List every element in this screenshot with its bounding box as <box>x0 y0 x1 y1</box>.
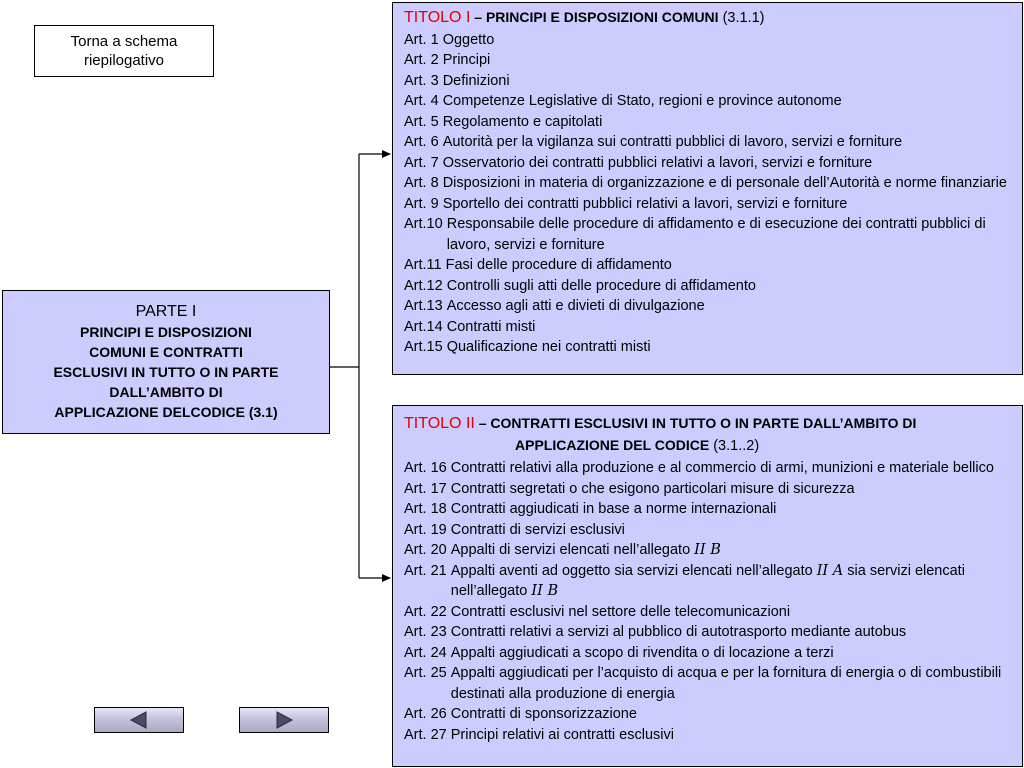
article-row <box>404 561 1014 602</box>
titolo-1-label: TITOLO I <box>404 9 471 26</box>
article-title: Competenze Legislative di Stato, regioni e province autonome <box>442 93 842 109</box>
back-to-summary-label: Torna a schema riepilogativo <box>70 33 178 69</box>
article-row <box>404 499 1014 520</box>
article-number: Art. 9 <box>404 195 443 212</box>
article-title: Osservatorio dei contratti pubblici relativi a lavori, servizi e forniture <box>442 154 873 171</box>
article-text: sia servizi elencati nell’allegato <box>450 562 965 599</box>
article-title: Responsabile delle procedure di affidamento e di esecuzione dei contratti pubblici di lavoro, servizi e forniture <box>446 216 986 253</box>
next-button[interactable] <box>239 707 329 733</box>
article-title: Contratti esclusivi nel settore delle telecomunicazioni <box>450 603 791 620</box>
article-row <box>404 214 1014 255</box>
article-number: Art. 19 <box>404 521 451 538</box>
article-row <box>404 704 1014 725</box>
article-title: Appalti aggiudicati per l’acquisto di acqua e per la fornitura di energia o di combustibili destinati alla produzione di energia <box>450 665 1002 702</box>
triangle-left-icon <box>129 711 149 729</box>
article-title: Contratti di sponsorizzazione <box>450 706 637 722</box>
article-title: Sportello dei contratti pubblici relativi a lavori, servizi e forniture <box>442 195 848 212</box>
article-number: Art. 21 <box>404 562 451 579</box>
article-number: Art. 27 <box>404 726 451 743</box>
titolo-1-title: PRINCIPI E DISPOSIZIONI COMUNI <box>485 9 719 25</box>
article-row <box>404 132 1014 153</box>
article-row <box>404 276 1014 297</box>
article-title: Contratti segretati o che esigono particolari misure di sicurezza <box>450 480 855 497</box>
article-number: Art. 18 <box>404 501 451 517</box>
article-row <box>404 725 1014 746</box>
titolo-2-ref: (3.1..2) <box>709 438 760 454</box>
article-row <box>404 296 1014 317</box>
article-row <box>404 112 1014 133</box>
article-number: Art. 17 <box>404 480 451 497</box>
article-title <box>451 561 1014 602</box>
article-text: Appalti aventi ad oggetto sia servizi elencati nell’allegato <box>450 562 817 579</box>
article-number: Art.13 <box>404 298 447 314</box>
article-number: Art. 20 <box>404 542 451 558</box>
titolo-1-heading <box>404 7 1014 29</box>
titolo-2-article-list-a <box>404 458 1014 540</box>
article-row <box>404 540 1014 561</box>
article-text: Appalti di servizi elencati nell’allegato <box>450 542 695 558</box>
article-row <box>404 520 1014 541</box>
titolo-2-label: TITOLO II <box>404 415 475 432</box>
article-number: Art.14 <box>404 318 447 335</box>
article-row <box>404 91 1014 112</box>
article-number: Art. 7 <box>404 154 443 171</box>
article-row <box>404 337 1014 358</box>
article-number: Art. 5 <box>404 113 443 130</box>
article-title: Accesso agli atti e divieti di divulgazione <box>446 298 705 314</box>
article-number: Art. 26 <box>404 706 451 722</box>
article-title: Contratti aggiudicati in base a norme internazionali <box>450 501 777 517</box>
article-title: Contratti relativi a servizi al pubblico di autotrasporto mediante autobus <box>450 624 907 640</box>
article-title <box>451 540 1014 561</box>
article-number: Art. 2 <box>404 52 443 68</box>
article-title: Principi <box>442 52 491 68</box>
titolo-1-dash: – <box>470 9 486 25</box>
article-title: Disposizioni in materia di organizzazione e di personale dell’Autorità e norme finanziarie <box>442 175 1007 191</box>
article-row <box>404 458 1014 479</box>
article-number: Art. 6 <box>404 134 443 150</box>
article-title: Regolamento e capitolati <box>442 113 603 130</box>
titolo-2-heading <box>404 413 1014 457</box>
article-row <box>404 643 1014 664</box>
article-number: Art.10 <box>404 216 447 232</box>
back-to-summary-link[interactable] <box>34 25 214 77</box>
article-number: Art.12 <box>404 277 447 294</box>
part-title: PARTE I <box>135 303 197 320</box>
previous-button[interactable] <box>94 707 184 733</box>
article-number: Art. 8 <box>404 175 443 191</box>
article-row <box>404 71 1014 92</box>
article-number: Art.15 <box>404 339 447 355</box>
article-row <box>404 255 1014 276</box>
titolo-2-dash: – <box>474 415 491 431</box>
article-number: Art. 24 <box>404 644 451 661</box>
article-row <box>404 622 1014 643</box>
part-box <box>2 290 330 434</box>
article-title: Principi relativi ai contratti esclusivi <box>450 726 674 743</box>
titolo-1-article-list <box>404 30 1014 358</box>
part-subtitle: PRINCIPI E DISPOSIZIONI COMUNI E CONTRATTI ESCLUSIVI IN TUTTO O IN PARTE DALL’AMBITO DI APPLICAZIONE DELCODICE (3.1) <box>53 324 279 420</box>
article-number: Art. 23 <box>404 624 451 640</box>
article-title: Qualificazione nei contratti misti <box>446 339 651 355</box>
article-title: Controlli sugli atti delle procedure di affidamento <box>446 277 756 294</box>
article-row <box>404 317 1014 338</box>
article-title: Autorità per la vigilanza sui contratti pubblici di lavoro, servizi e forniture <box>442 134 903 150</box>
article-title: Definizioni <box>442 72 510 89</box>
article-row <box>404 50 1014 71</box>
article-row <box>404 153 1014 174</box>
article-title: Oggetto <box>442 31 495 48</box>
titolo-2-title: CONTRATTI ESCLUSIVI IN TUTTO O IN PARTE DALL’AMBITO DI APPLICAZIONE DEL CODICE <box>490 415 917 453</box>
article-row <box>404 30 1014 51</box>
article-row <box>404 173 1014 194</box>
article-number: Art. 25 <box>404 665 451 681</box>
article-title: Contratti relativi alla produzione e al commercio di armi, munizioni e materiale bellico <box>450 460 994 476</box>
article-row <box>404 602 1014 623</box>
annex-ref: II B <box>531 583 559 599</box>
triangle-right-icon <box>274 711 294 729</box>
article-row <box>404 479 1014 500</box>
titolo-1-ref: (3.1.1) <box>718 10 765 26</box>
annex-ref: II B <box>694 542 721 558</box>
annex-ref: II A <box>816 562 844 579</box>
article-number: Art. 3 <box>404 72 443 89</box>
titolo-1-panel <box>392 2 1023 375</box>
article-title: Contratti di servizi esclusivi <box>450 521 625 538</box>
article-title: Contratti misti <box>446 318 536 335</box>
article-row <box>404 663 1014 704</box>
titolo-2-article-list-b <box>404 602 1014 746</box>
article-number: Art. 16 <box>404 460 451 476</box>
article-title: Fasi delle procedure di affidamento <box>445 257 672 273</box>
article-number: Art. 1 <box>404 31 443 48</box>
article-number: Art. 22 <box>404 603 451 620</box>
article-title: Appalti aggiudicati a scopo di rivendita o di locazione a terzi <box>450 644 834 661</box>
article-number: Art.11 <box>404 257 446 273</box>
titolo-2-panel <box>392 405 1023 767</box>
article-row <box>404 194 1014 215</box>
article-number: Art. 4 <box>404 93 443 109</box>
